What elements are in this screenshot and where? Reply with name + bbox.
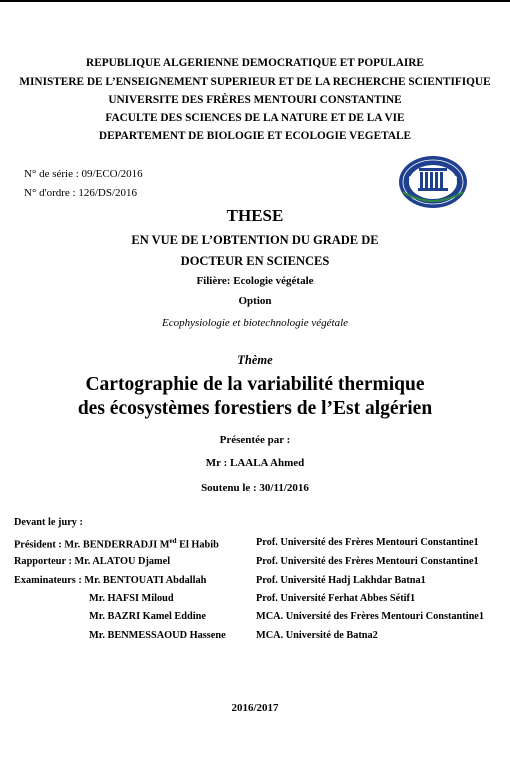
defense-date: Soutenu le : 30/11/2016 bbox=[201, 482, 309, 494]
thesis-subject-line-1: Cartographie de la variabilité thermique bbox=[85, 374, 425, 395]
theme-label: Thème bbox=[237, 353, 273, 367]
jury-member-affiliation: Prof. Université des Frères Mentouri Constantine1 bbox=[256, 537, 479, 548]
jury-member-affiliation: Prof. Université Hadj Lakhdar Batna1 bbox=[256, 575, 426, 586]
header-department: DEPARTEMENT DE BIOLOGIE ET ECOLOGIE VEGETALE bbox=[98, 130, 412, 142]
university-logo bbox=[397, 154, 469, 210]
degree-line-1: EN VUE DE L’OBTENTION DU GRADE DE bbox=[131, 233, 379, 247]
author-name: Mr : LAALA Ahmed bbox=[205, 457, 305, 469]
name-superscript: ed bbox=[169, 537, 177, 545]
jury-member-affiliation: Prof. Université Ferhat Abbes Sétif1 bbox=[256, 593, 416, 604]
serial-number: N° de série : 09/ECO/2016 bbox=[24, 168, 143, 180]
academic-year: 2016/2017 bbox=[231, 702, 279, 714]
header-university: UNIVERSITE DES FRÈRES MENTOURI CONSTANTINE bbox=[108, 94, 402, 106]
jury-member-name-suffix: El Habib bbox=[176, 539, 219, 551]
jury-member-role: Mr. BAZRI Kamel Eddine bbox=[89, 611, 206, 622]
jury-member-role: Mr. HAFSI Miloud bbox=[89, 593, 174, 604]
jury-member-affiliation: Prof. Université des Frères Mentouri Constantine1 bbox=[256, 556, 479, 567]
option-label: Option bbox=[238, 295, 272, 307]
thesis-title: THESE bbox=[226, 206, 284, 225]
jury-member-affiliation: MCA. Université des Frères Mentouri Constantine1 bbox=[256, 611, 485, 622]
top-border bbox=[0, 0, 510, 2]
jury-label: Devant le jury : bbox=[14, 517, 83, 528]
header-faculty: FACULTE DES SCIENCES DE LA NATURE ET DE LA VIE bbox=[105, 112, 405, 124]
thesis-subject-line-2: des écosystèmes forestiers de l’Est algérien bbox=[77, 398, 433, 419]
jury-member-role: Rapporteur : Mr. ALATOU Djamel bbox=[14, 556, 171, 567]
order-number: N° d'ordre : 126/DS/2016 bbox=[24, 187, 138, 199]
option-value: Ecophysiologie et biotechnologie végétale bbox=[161, 317, 349, 329]
jury-member-role bbox=[14, 537, 219, 550]
jury-member-name: Président : Mr. BENDERRADJI M bbox=[14, 539, 170, 551]
header-republic: REPUBLIQUE ALGERIENNE DEMOCRATIQUE ET POPULAIRE bbox=[86, 57, 424, 69]
degree-line-2: DOCTEUR EN SCIENCES bbox=[180, 254, 330, 268]
jury-member-affiliation: MCA. Université de Batna2 bbox=[256, 630, 378, 641]
header-ministry: MINISTERE DE L’ENSEIGNEMENT SUPERIEUR ET DE LA RECHERCHE SCIENTIFIQUE bbox=[19, 76, 491, 88]
jury-member-role: Mr. BENMESSAOUD Hassene bbox=[89, 630, 226, 641]
jury-member-role: Examinateurs : Mr. BENTOUATI Abdallah bbox=[14, 575, 207, 586]
presented-by-label: Présentée par : bbox=[219, 434, 291, 446]
filiere: Filière: Ecologie végétale bbox=[196, 275, 314, 287]
